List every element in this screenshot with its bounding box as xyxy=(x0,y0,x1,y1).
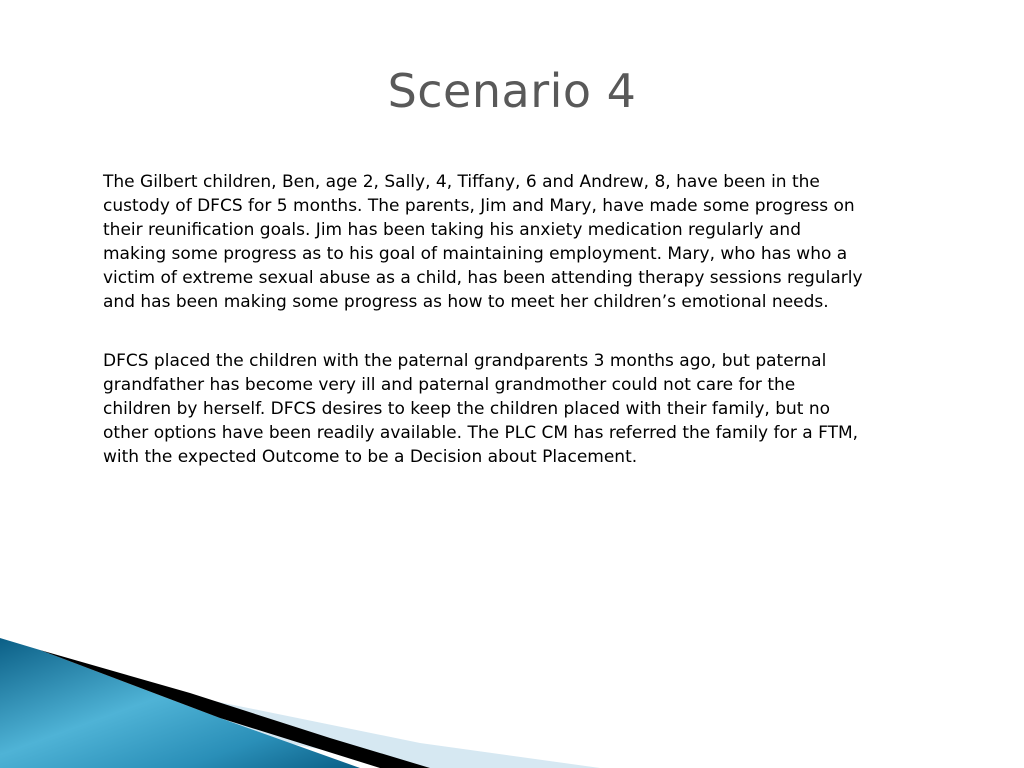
paragraph-line: victim of extreme sexual abuse as a child, has been attending therapy sessions regularly xyxy=(103,268,863,288)
corner-decoration xyxy=(0,638,1024,768)
paragraph-line: children by herself. DFCS desires to keep the children placed with their family, but no xyxy=(103,399,831,419)
paragraph-line: their reunification goals. Jim has been taking his anxiety medication regularly and xyxy=(103,220,801,240)
paragraph-line: other options have been readily available. The PLC CM has referred the family for a FTM, xyxy=(103,423,859,443)
paragraph-line: grandfather has become very ill and paternal grandmother could not care for the xyxy=(103,375,796,395)
blue-wedge xyxy=(0,638,360,768)
paragraph-line: The Gilbert children, Ben, age 2, Sally, 4, Tiffany, 6 and Andrew, 8, have been in the xyxy=(103,172,820,192)
paragraph-line: making some progress as to his goal of maintaining employment. Mary, who has who a xyxy=(103,244,848,264)
paragraph-line: and has been making some progress as how to meet her children’s emotional needs. xyxy=(103,292,829,312)
paragraph-1 xyxy=(103,170,983,314)
paragraph-line: with the expected Outcome to be a Decision about Placement. xyxy=(103,447,638,467)
paragraph-2 xyxy=(103,349,983,469)
paragraph-line: custody of DFCS for 5 months. The parents, Jim and Mary, have made some progress on xyxy=(103,196,855,216)
slide-body xyxy=(103,170,983,469)
slide-title: Scenario 4 xyxy=(387,64,637,118)
paragraph-line: DFCS placed the children with the paternal grandparents 3 months ago, but paternal xyxy=(103,351,827,371)
